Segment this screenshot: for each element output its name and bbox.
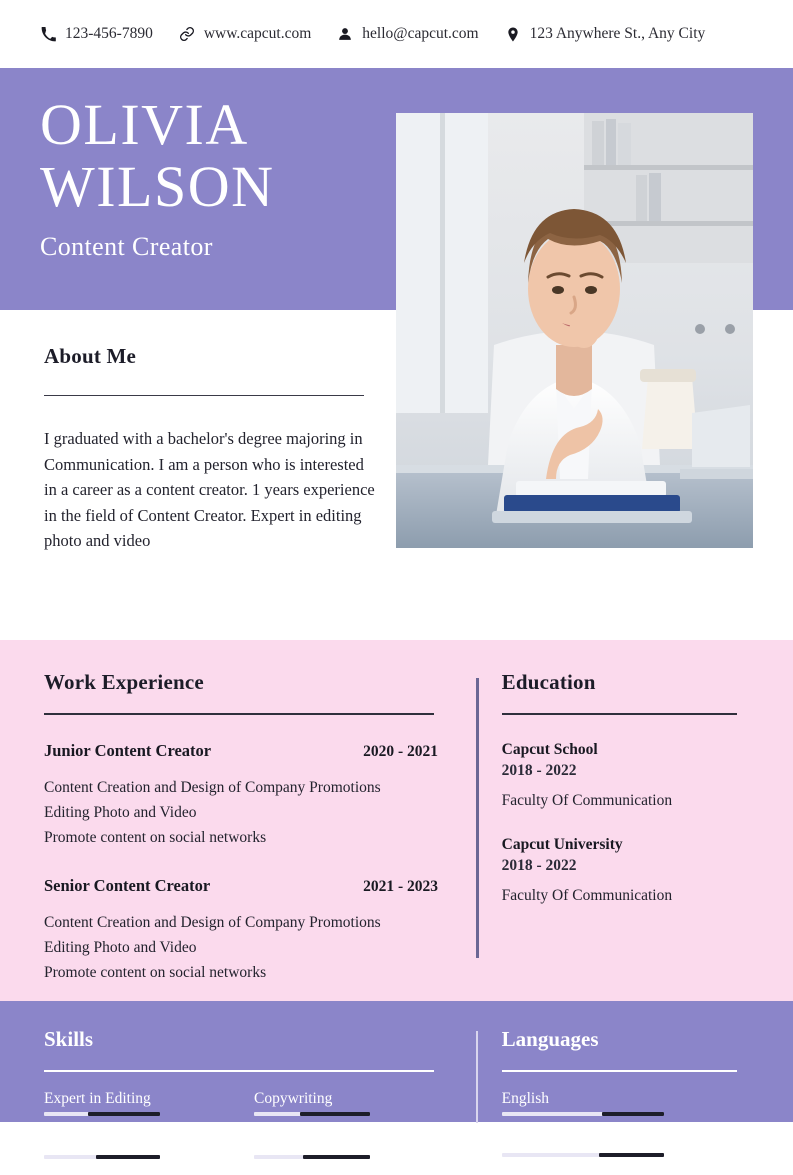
job-role: Content Creator [40,232,213,261]
skill-bar [254,1155,370,1159]
work-experience-column [44,670,462,1001]
work-item-header [44,876,438,896]
contact-item-website [179,25,311,43]
about-text: I graduated with a bachelor's degree majoring in Communication. I am a person who is interested in a career as a content creator. 1 years experience in the field of Content Creator. Expert in editing photo and video [44,429,375,550]
skills-column-2 [254,1089,426,1175]
languages-rule [502,1070,737,1072]
skill-label: Create logos [44,1132,122,1150]
skill-label: Expert in Editing [44,1089,151,1107]
experience-education-section [0,640,793,1001]
about-title: About Me [44,344,137,368]
language-label: Germany [501,1130,560,1148]
contact-item-address [505,25,706,43]
contact-text-email: hello@capcut.com [362,25,479,42]
vertical-divider [476,678,479,958]
work-bullet: Editing Photo and Video [44,938,197,956]
first-name: OLIVIA [40,92,249,157]
education-years: 2018 - 2022 [501,761,577,779]
skill-bar [44,1155,160,1159]
phone-icon [40,25,56,43]
work-item-bullets [44,775,462,850]
skill-item [44,1089,216,1116]
skills-column-1 [44,1089,216,1175]
language-bar [502,1153,664,1157]
education-item [502,741,753,810]
skill-item [44,1132,216,1159]
about-rule [44,395,364,396]
vertical-divider-bottom [476,1031,478,1123]
contact-item-phone [40,25,153,43]
contact-text-website: www.capcut.com [203,25,312,42]
skills-languages-section [0,1001,793,1150]
language-item [502,1089,753,1116]
education-item [502,836,753,905]
skill-bar [44,1112,160,1116]
language-label: English [501,1089,550,1107]
education-faculty: Faculty Of Communication [501,886,673,904]
skill-label: Editing Photo and Video [254,1132,407,1150]
contact-bar [0,0,793,68]
language-item [502,1130,753,1157]
portrait-photo [396,113,753,548]
work-item [44,876,462,985]
work-item-date: 2020 - 2021 [363,742,438,760]
work-rule [44,713,434,715]
work-bullet: Promote content on social networks [44,963,267,981]
skill-item [254,1132,426,1159]
education-years: 2018 - 2022 [501,856,577,874]
education-school: Capcut School [501,740,598,758]
work-title: Work Experience [44,670,204,694]
education-column [462,670,753,1001]
person-icon [337,25,353,43]
work-bullet: Editing Photo and Video [44,803,197,821]
education-rule [502,713,737,715]
skills-rule [44,1070,434,1072]
work-item [44,741,462,850]
skills-column [44,1027,462,1150]
link-icon [179,25,195,43]
work-item-title: Senior Content Creator [44,875,211,895]
last-name: WILSON [40,154,275,219]
location-pin-icon [505,25,521,43]
work-bullet: Content Creation and Design of Company Promotions [44,778,381,796]
contact-item-email [337,25,478,43]
skill-bar [254,1112,370,1116]
education-faculty: Faculty Of Communication [501,791,673,809]
contact-text-phone: 123-456-7890 [65,25,153,42]
work-bullet: Content Creation and Design of Company Promotions [44,913,381,931]
work-item-bullets [44,910,462,985]
skill-label: Copywriting [254,1089,333,1107]
contact-text-address: 123 Anywhere St., Any City [529,25,706,42]
work-item-header [44,741,438,761]
work-bullet: Promote content on social networks [44,828,267,846]
skill-item [254,1089,426,1116]
work-item-title: Junior Content Creator [44,740,212,760]
education-title: Education [501,670,596,694]
education-school: Capcut University [501,835,623,853]
languages-title: Languages [501,1027,599,1051]
work-item-date: 2021 - 2023 [363,877,438,895]
languages-column [462,1027,753,1148]
language-bar [502,1112,664,1116]
skills-title: Skills [44,1027,94,1051]
skills-grid [44,1089,462,1175]
